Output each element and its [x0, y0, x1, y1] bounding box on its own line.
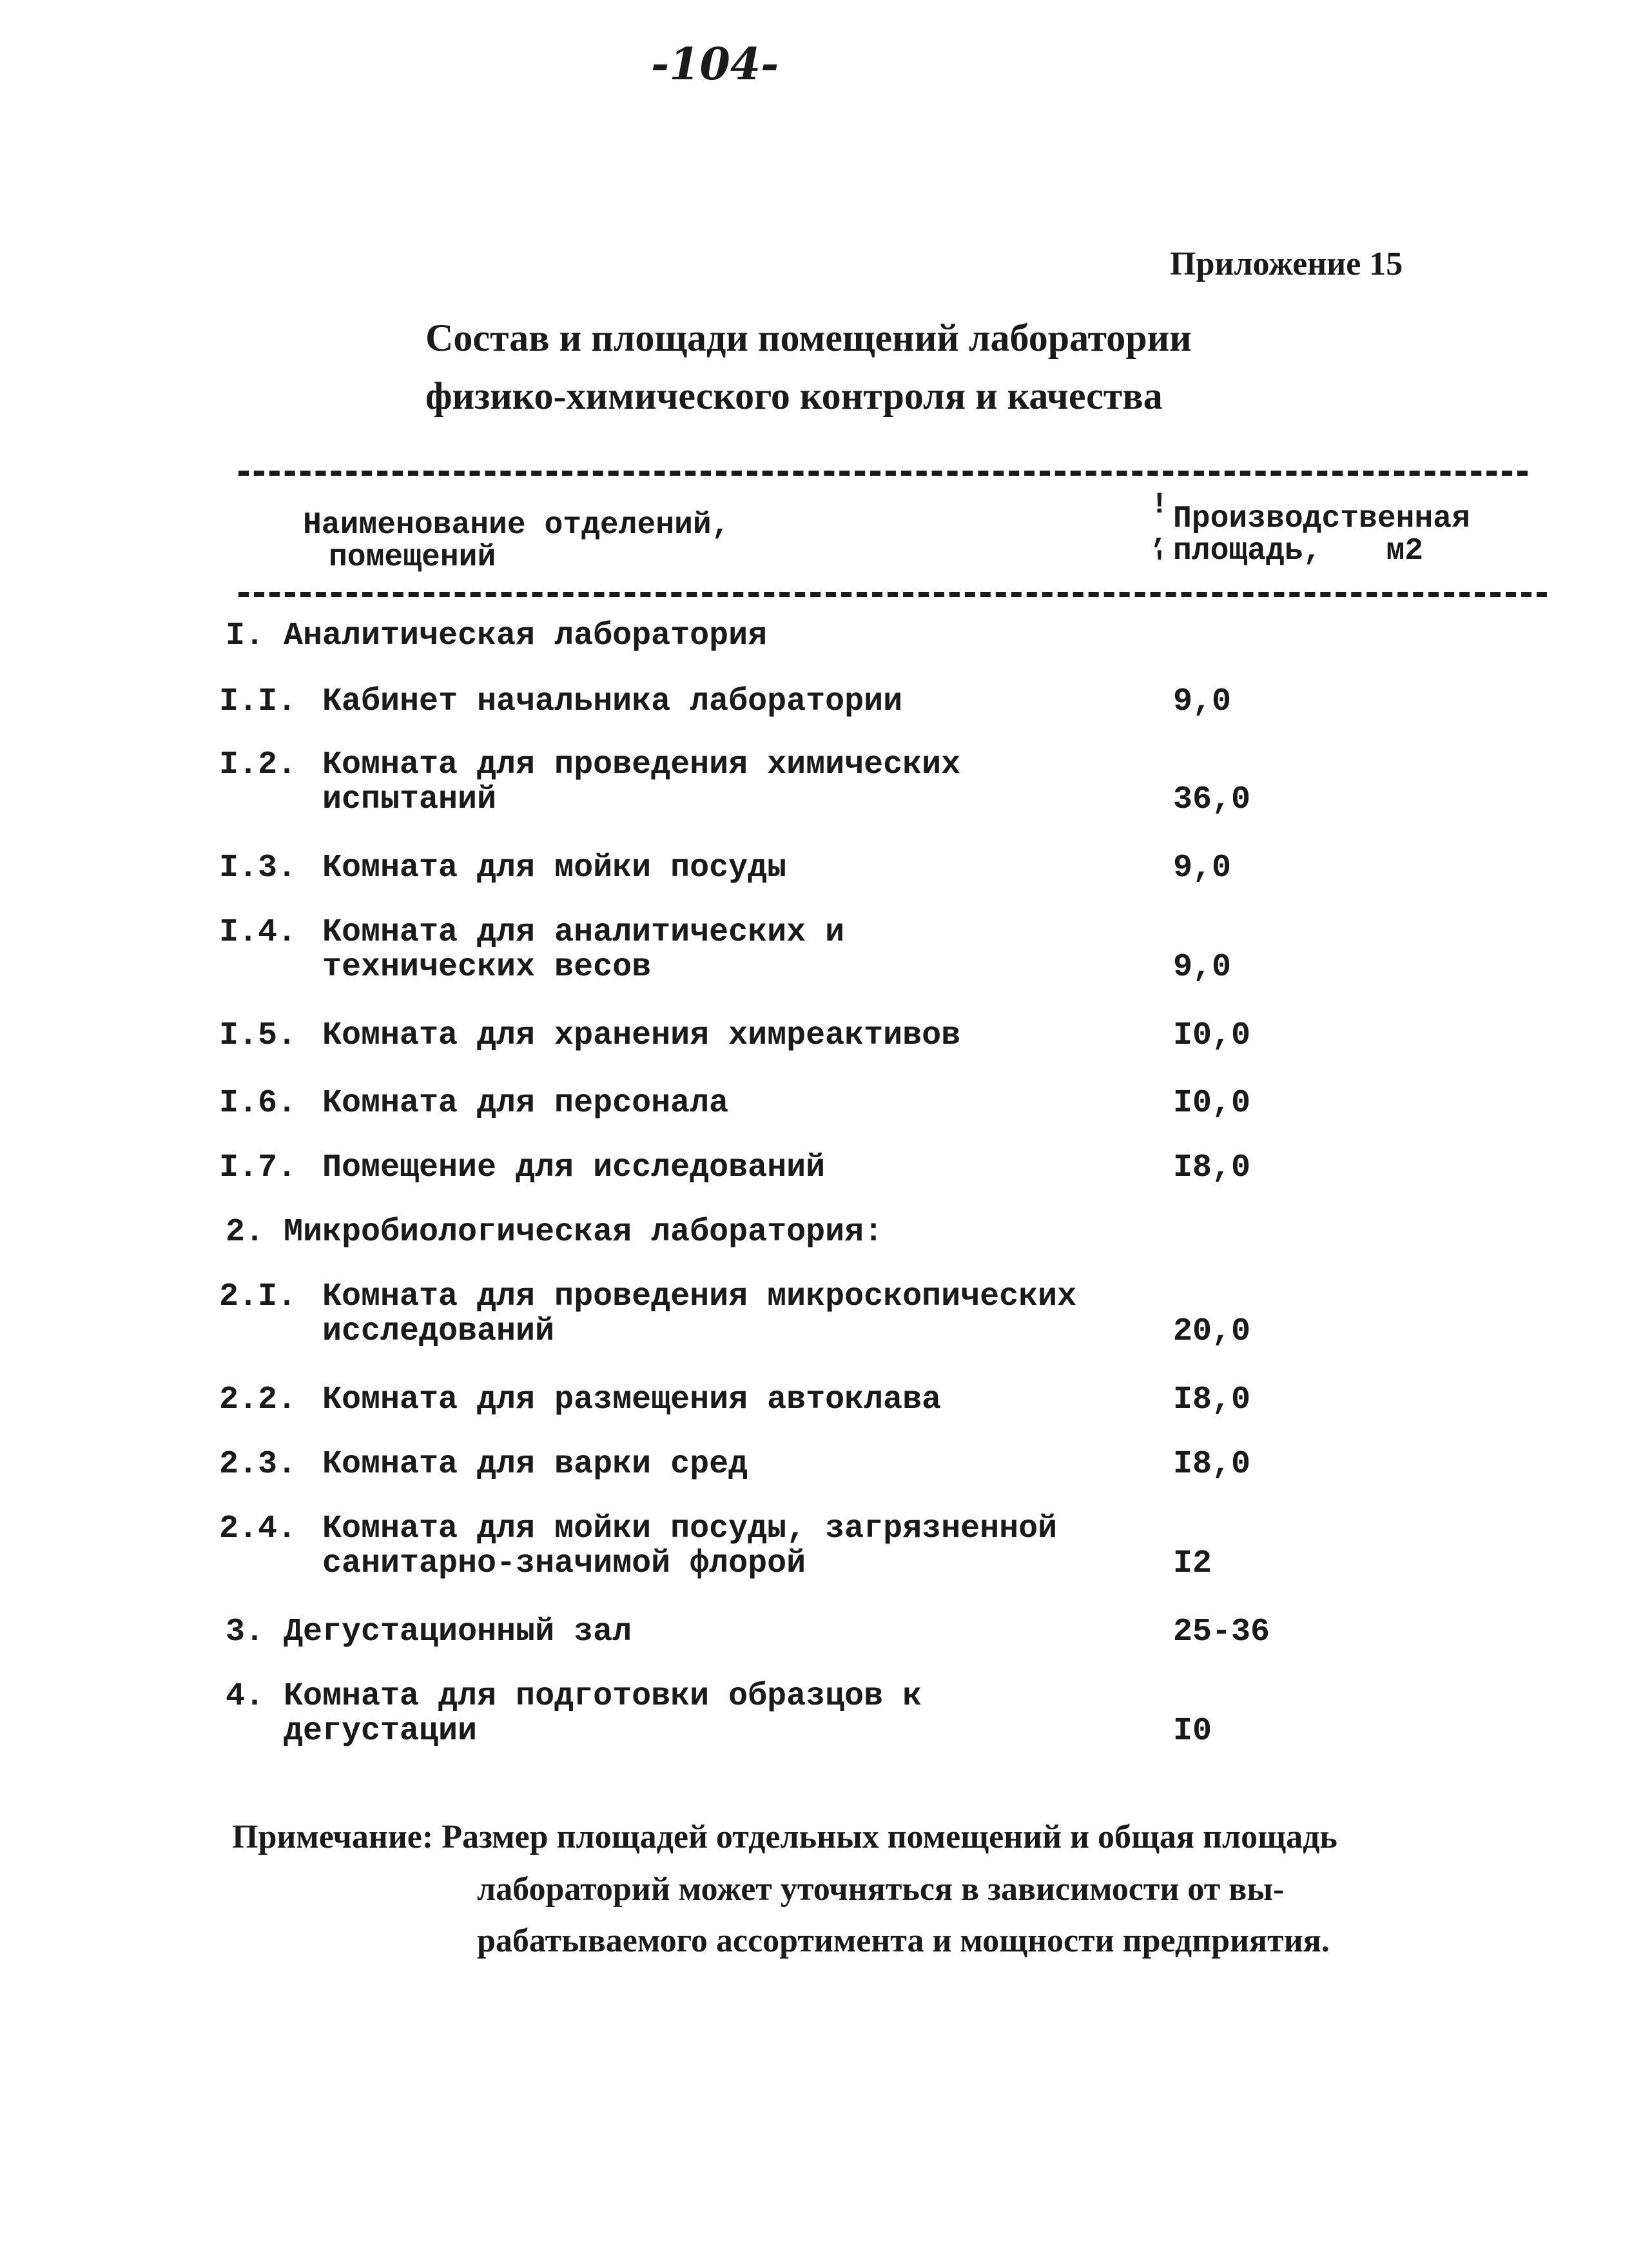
row-label: Комната для проведения микроскопических исследований	[322, 1278, 1077, 1350]
row-number: 2.4.	[219, 1510, 297, 1547]
row-number: 2.2.	[219, 1382, 297, 1418]
row-label: Комната для мойки посуды	[322, 850, 787, 886]
row-label: Аналитическая лаборатория	[284, 618, 768, 654]
column-header-area	[1173, 503, 1470, 568]
footnote-text-line-3: рабатываемого ассортимента и мощности предприятия.	[477, 1922, 1330, 1960]
row-area: I0	[1173, 1713, 1212, 1750]
footnote	[232, 1812, 1508, 1968]
row-area: I0,0	[1173, 1085, 1251, 1122]
row-number: 3.	[226, 1614, 265, 1650]
column-header-name	[303, 509, 730, 574]
row-number: I.5.	[219, 1017, 297, 1054]
row-area: 9,0	[1173, 850, 1232, 886]
row-number: I.3.	[219, 850, 297, 886]
row-number: 2.I.	[219, 1278, 297, 1315]
row-number: I.	[226, 618, 265, 654]
footnote-text-line-2: лабораторий может уточняться в зависимости от вы-	[477, 1870, 1285, 1908]
row-label: Комната для аналитических и технических весов	[322, 914, 845, 986]
row-number: 2.3.	[219, 1446, 297, 1483]
row-area: 9,0	[1173, 683, 1232, 720]
row-label: Микробиологическая лаборатория:	[284, 1214, 884, 1251]
document-title-line-1: Состав и площади помещений лаборатории	[425, 317, 1192, 359]
row-area: 20,0	[1173, 1313, 1251, 1350]
row-label: Комната для размещения автоклава	[322, 1382, 942, 1418]
row-number: I.I.	[219, 683, 297, 720]
column-header-name-line-1: Наименование отделений,	[303, 508, 730, 543]
document-title-line-2: физико-химического контроля и качества	[425, 375, 1163, 417]
row-area: 9,0	[1173, 949, 1232, 986]
row-label: Комната для хранения химреактивов	[322, 1017, 961, 1054]
row-label: Комната для подготовки образцов к дегустации	[284, 1678, 922, 1750]
row-area: I8,0	[1173, 1446, 1251, 1483]
column-header-area-unit: м2	[1386, 534, 1424, 569]
row-label: Комната для персонала	[322, 1085, 729, 1122]
row-label: Комната для проведения химических испытаний	[322, 747, 961, 818]
page-number: -104-	[651, 39, 779, 90]
row-label: Кабинет начальника лаборатории	[322, 683, 903, 720]
row-label: Помещение для исследований	[322, 1149, 826, 1186]
row-area: I8,0	[1173, 1149, 1251, 1186]
row-number: I.4.	[219, 914, 297, 951]
row-number: I.2.	[219, 747, 297, 783]
column-separator: ! , '	[1151, 488, 1169, 581]
row-area: I2	[1173, 1545, 1212, 1582]
table-header-rule	[238, 592, 1547, 597]
row-label: Комната для варки сред	[322, 1446, 748, 1483]
column-header-area-line-1: Производственная	[1173, 502, 1470, 536]
row-area: 36,0	[1173, 781, 1251, 818]
table-top-rule	[238, 471, 1528, 476]
row-number: I.7.	[219, 1149, 297, 1186]
column-header-area-line-2: площадь,	[1173, 534, 1322, 569]
row-number: 2.	[226, 1214, 265, 1251]
row-number: 4.	[226, 1678, 265, 1715]
row-area: I8,0	[1173, 1382, 1251, 1418]
row-area: I0,0	[1173, 1017, 1251, 1054]
footnote-text-line-1: Размер площадей отдельных помещений и общая площадь	[442, 1819, 1337, 1855]
row-label: Дегустационный зал	[284, 1614, 632, 1650]
appendix-label: Приложение 15	[1170, 246, 1403, 282]
column-header-name-line-2: помещений	[329, 540, 496, 576]
row-label: Комната для мойки посуды, загрязненной санитарно-значимой флорой	[322, 1510, 1058, 1582]
row-number: I.6.	[219, 1085, 297, 1122]
footnote-label: Примечание:	[232, 1819, 434, 1855]
row-area: 25-36	[1173, 1614, 1270, 1650]
